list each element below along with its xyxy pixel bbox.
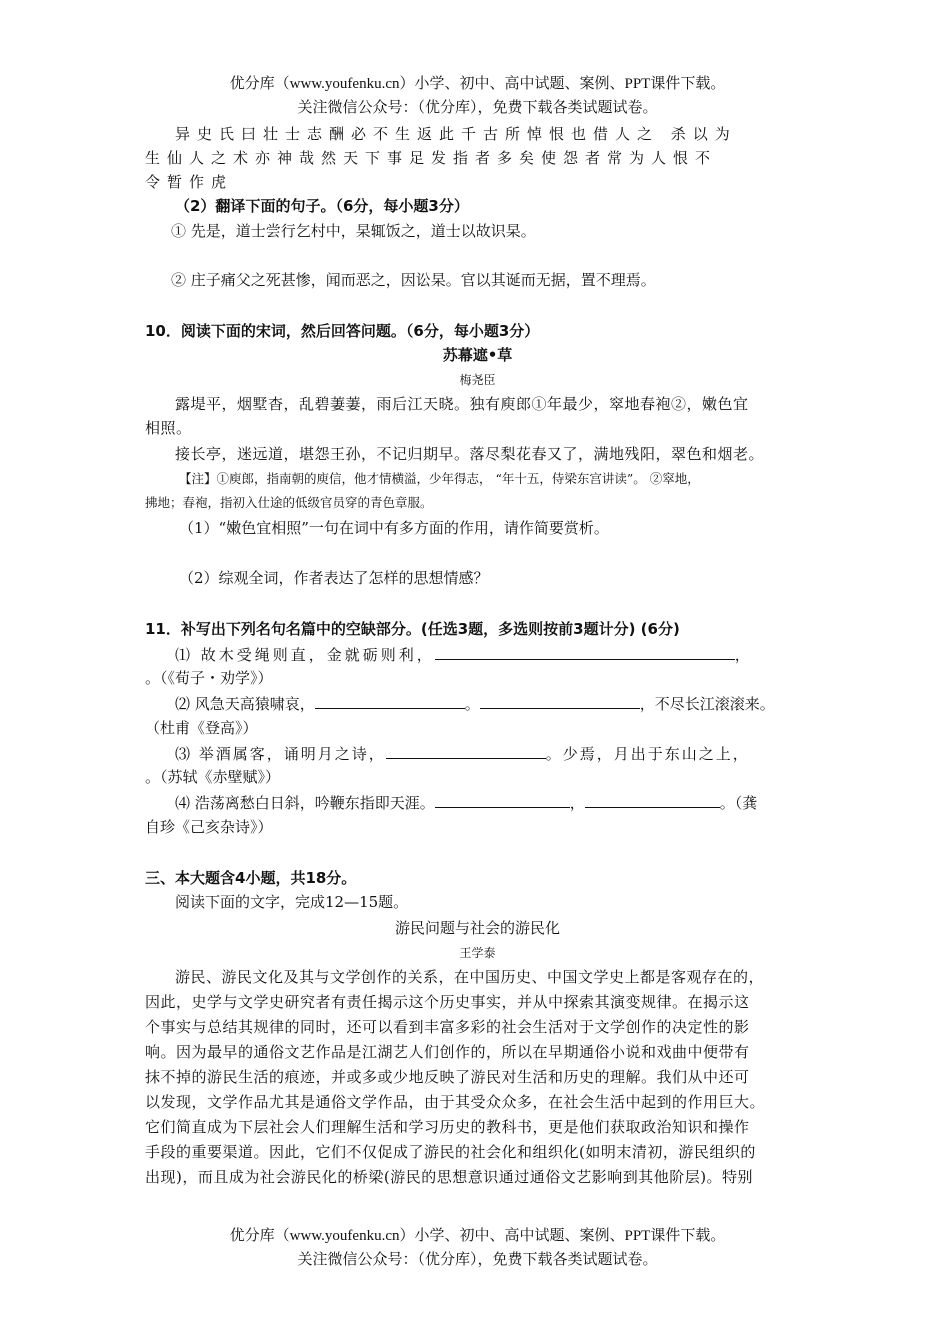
footer-line-2: 关注微信公众号：（优分库），免费下载各类试题试卷。 xyxy=(297,1252,658,1268)
q10-sub-2: （2）综观全词，作者表达了怎样的思想情感？ xyxy=(179,569,489,587)
poem-line-1a: 露堤平，烟墅杳，乱碧萋萋，雨后江天晓。独有庾郎①年最少，窣地春袍②，嫩色宜 xyxy=(175,395,749,413)
poem-note-2: 拂地；春袍，指初入仕途的低级官员穿的青色章服。 xyxy=(145,495,433,510)
q11-item-4a-text: ⑷ 浩荡离愁白日斜，吟鞭东指即天涯。 xyxy=(175,794,435,812)
q11-item-4a-end: 。（龚 xyxy=(719,794,758,812)
q11-item-4a xyxy=(175,792,757,813)
q11-item-1a-text: ⑴ 故木受绳则直，金就砺则利， xyxy=(175,646,435,664)
q11-item-1a-end: ， xyxy=(734,646,753,664)
answer-blank-6[interactable] xyxy=(585,792,720,808)
header-line-2: 关注微信公众号：（优分库），免费下载各类试题试卷。 xyxy=(297,100,658,116)
article-line-1: 游民、游民文化及其与文学创作的关系，在中国历史、中国文学史上都是客观存在的， xyxy=(175,968,765,986)
poem-note-1: 【注】①庾郎，指南朝的庾信，他才情横溢，少年得志， “年十五，侍梁东宫讲读”。 ②窣地， xyxy=(179,471,700,486)
q11-item-2a-mid: 。 xyxy=(464,695,480,713)
article-line-5: 抹不掉的游民生活的痕迹，并或多或少地反映了游民对生活和历史的理解。我们从中还可 xyxy=(145,1068,750,1086)
q11-item-2a-text: ⑵ 风急天高猿啸哀， xyxy=(175,695,315,713)
q11-item-3a xyxy=(175,743,750,764)
poem-line-1b: 相照。 xyxy=(145,419,192,437)
q11-item-2a xyxy=(175,693,775,714)
q11-item-4a-mid: ， xyxy=(569,794,585,812)
poem-title: 苏幕遮•草 xyxy=(442,346,513,364)
article-line-9: 出现)，而且成为社会游民化的桥梁(游民的思想意识通过通俗文艺影响到其他阶层)。特别 xyxy=(145,1168,754,1186)
poet-name: 梅尧臣 xyxy=(459,373,496,387)
passage-row-3: 令暂作虎 xyxy=(145,173,234,191)
q11-item-1b: 。（《荀子・劝学》） xyxy=(145,669,273,687)
article-line-2: 因此，史学与文学史研究者有责任揭示这个历史事实，并从中探索其演变规律。在揭示这 xyxy=(145,993,750,1011)
q11-item-2a-end: ，不尽长江滚滚来。 xyxy=(639,695,775,713)
q11-item-1a xyxy=(175,644,753,665)
q11-item-3a-end: 。少焉，月出于东山之上， xyxy=(545,745,750,763)
passage-row-2: 生仙人之术亦神哉然天下事足发指者多矣使怨者常为人恨不 xyxy=(145,149,718,167)
article-line-3: 个事实与总结其规律的同时，还可以看到丰富多彩的社会生活对于文学创作的决定性的影 xyxy=(145,1018,750,1036)
answer-blank-2[interactable] xyxy=(315,693,465,709)
section3-instruction: 阅读下面的文字，完成12—15题。 xyxy=(175,893,409,911)
article-author: 王学泰 xyxy=(459,946,496,960)
header-line-1: 优分库（www.youfenku.cn）小学、初中、高中试题、案例、PPT课件下载。 xyxy=(229,76,726,92)
answer-blank-4[interactable] xyxy=(386,743,546,759)
article-line-7: 它们简直成为下层社会人们理解生活和学习历史的教科书，更是他们获取政治知识和操作 xyxy=(145,1118,750,1136)
poem-line-2: 接长亭，迷远道，堪怨王孙，不记归期早。落尽梨花春又了，满地残阳，翠色和烟老。 xyxy=(175,445,765,463)
passage-row-1: 异史氏曰壮士志酬必不生返此千古所悼恨也借人之 杀以为 xyxy=(175,125,737,143)
article-line-8: 手段的重要渠道。因此，它们不仅促成了游民的社会化和组织化(如明末清初，游民组织的 xyxy=(145,1143,756,1161)
q10-sub-1: （1）“嫩色宜相照”一句在词中有多方面的作用，请作简要赏析。 xyxy=(179,519,609,537)
article-line-6: 以发现，文学作品尤其是通俗文学作品，由于其受众众多，在社会生活中起到的作用巨大。 xyxy=(145,1093,766,1111)
q11-item-3b: 。（苏轼《赤壁赋》） xyxy=(145,768,281,786)
answer-blank-1[interactable] xyxy=(435,644,735,660)
q11-item-4b: 自珍《己亥杂诗》） xyxy=(145,818,273,836)
answer-blank-5[interactable] xyxy=(435,792,570,808)
answer-blank-3[interactable] xyxy=(480,693,640,709)
article-line-4: 响。因为最早的通俗文艺作品是江湖艺人们创作的，所以在早期通俗小说和戏曲中便带有 xyxy=(145,1043,750,1061)
q9-sentence-2: ② 庄子痛父之死甚惨，闻而恶之，因讼杲。官以其诞而无据，置不理焉。 xyxy=(171,271,656,289)
q10-heading: 10．阅读下面的宋词，然后回答问题。（6分，每小题3分） xyxy=(145,322,540,340)
q11-item-3a-text: ⑶ 举酒属客，诵明月之诗， xyxy=(175,745,386,763)
q11-heading: 11．补写出下列名句名篇中的空缺部分。(任选3题，多选则按前3题计分) (6分) xyxy=(145,620,680,638)
q11-item-2b: （杜甫《登高》） xyxy=(145,719,258,737)
article-title: 游民问题与社会的游民化 xyxy=(394,919,560,937)
q9-part2-heading: （2）翻译下面的句子。（6分，每小题3分） xyxy=(175,197,469,215)
section3-heading: 三、本大题含4小题，共18分。 xyxy=(145,869,357,887)
footer-line-1: 优分库（www.youfenku.cn）小学、初中、高中试题、案例、PPT课件下载。 xyxy=(229,1228,726,1244)
q9-sentence-1: ① 先是，道士尝行乞村中，杲辄饭之，道士以故识杲。 xyxy=(171,222,536,240)
